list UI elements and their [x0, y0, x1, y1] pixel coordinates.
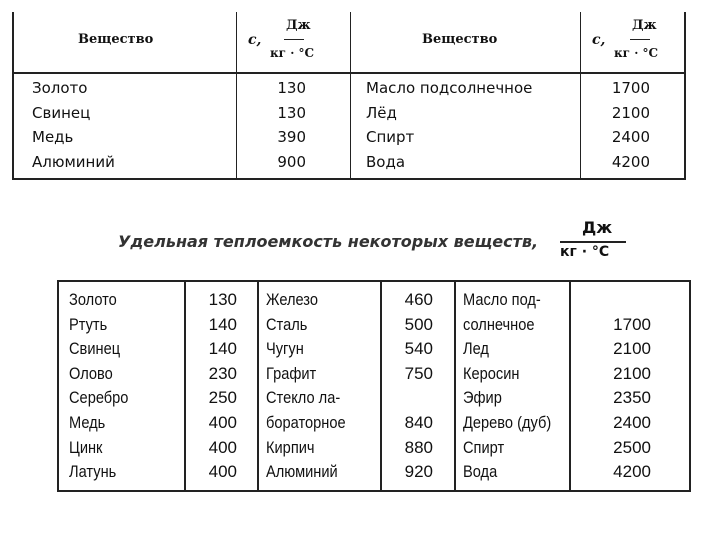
table-caption — [118, 218, 678, 272]
substance-name: Эфир — [463, 388, 502, 408]
heat-capacity-value: 140 — [208, 314, 237, 334]
heat-capacity-value: 880 — [404, 437, 433, 457]
substance-name: Керосин — [463, 363, 520, 383]
substance-name: Вода — [366, 152, 406, 171]
heat-capacity-value: 920 — [404, 462, 433, 482]
caption-unit-denominator: кг · °С — [560, 244, 610, 260]
heat-capacity-value: 130 — [208, 290, 237, 309]
substance-name: Вода — [463, 462, 498, 482]
heat-capacity-value: 840 — [404, 412, 433, 432]
substance-name: Стекло ла- — [266, 388, 341, 408]
names-column-3 — [463, 288, 567, 485]
heat-capacity-value: 130 — [277, 79, 306, 97]
column-divider — [350, 12, 351, 178]
heat-capacity-value: 2500 — [613, 437, 651, 457]
substance-name: Чугун — [266, 339, 304, 359]
heat-capacity-value — [603, 288, 651, 313]
header-substance-left: Вещество — [78, 32, 154, 47]
names-column-2 — [266, 288, 376, 485]
heat-capacity-value: 540 — [404, 339, 433, 359]
heat-capacity-value: 230 — [208, 363, 237, 383]
heat-capacity-value: 4200 — [613, 462, 651, 482]
column-divider — [236, 12, 237, 178]
substance-name: Алюминий — [32, 152, 115, 171]
header-fraction-bar-right — [630, 39, 650, 40]
heat-capacity-value: 4200 — [611, 152, 650, 171]
header-c-left: c, — [248, 32, 262, 48]
heat-capacity-value: 2400 — [611, 128, 650, 146]
column-divider — [184, 282, 186, 490]
header-unit-den-left: кг · °С — [270, 46, 315, 60]
heat-capacity-value: 460 — [404, 290, 433, 309]
substance-name: Железо — [266, 290, 318, 309]
heat-capacity-value: 130 — [277, 103, 306, 122]
heat-capacity-value: 2350 — [613, 388, 651, 408]
values-column-2 — [389, 288, 433, 485]
heat-capacity-value: 2100 — [613, 339, 651, 359]
heat-capacity-value: 2100 — [613, 363, 651, 383]
heat-capacity-value: 1700 — [611, 79, 650, 97]
header-c-right: c, — [592, 32, 606, 48]
substance-name: Цинк — [69, 437, 103, 457]
values-column-1 — [193, 288, 237, 485]
substance-name: Дерево (дуб) — [463, 412, 552, 432]
substance-name: Спирт — [366, 128, 415, 146]
caption-unit-numerator: Дж — [582, 218, 613, 237]
heat-capacity-value: 500 — [404, 314, 433, 334]
substance-name: Сталь — [266, 314, 308, 334]
caption-text: Удельная теплоемкость некоторых веществ, — [118, 232, 539, 251]
specific-heat-table-2 — [57, 280, 691, 492]
heat-capacity-value: 140 — [208, 339, 237, 359]
substance-name: Лёд — [366, 103, 397, 122]
header-unit-num-right: Дж — [632, 18, 657, 33]
header-substance-right: Вещество — [422, 32, 498, 47]
values-column-3 — [603, 288, 651, 485]
heat-capacity-value: 400 — [208, 412, 237, 432]
substance-name: Масло подсолнечное — [366, 79, 533, 97]
substance-name: Алюминий — [266, 462, 338, 482]
heat-capacity-value: 390 — [277, 128, 306, 146]
heat-capacity-value: 2100 — [611, 103, 650, 122]
substance-name: Медь — [69, 412, 106, 432]
substance-name: Латунь — [69, 462, 117, 482]
heat-capacity-value: 250 — [208, 388, 237, 408]
substance-name: Серебро — [69, 388, 129, 408]
substance-name: Медь — [32, 128, 74, 146]
heat-capacity-value — [389, 386, 433, 411]
column-divider — [380, 282, 382, 490]
column-divider — [580, 12, 581, 178]
substance-name: бораторное — [266, 412, 346, 432]
substance-name: Спирт — [463, 437, 505, 457]
substance-name: Золото — [32, 79, 88, 97]
header-fraction-bar-left — [284, 39, 304, 40]
column-divider — [257, 282, 259, 490]
substance-name: Свинец — [69, 339, 121, 359]
heat-capacity-value: 750 — [404, 363, 433, 383]
header-unit-num-left: Дж — [286, 18, 311, 33]
substance-name: Свинец — [32, 103, 91, 122]
column-divider — [569, 282, 571, 490]
substance-name: Масло под- — [463, 290, 541, 309]
heat-capacity-value: 1700 — [613, 314, 651, 334]
heat-capacity-value: 400 — [208, 462, 237, 482]
substance-name: Золото — [69, 290, 117, 309]
specific-heat-table-1 — [12, 12, 686, 180]
names-column-1 — [69, 288, 179, 485]
header-unit-den-right: кг · °С — [614, 46, 659, 60]
caption-fraction-bar — [560, 241, 626, 243]
substance-name: Графит — [266, 363, 317, 383]
column-divider — [454, 282, 456, 490]
substance-name: Лед — [463, 339, 489, 359]
table-header — [14, 12, 684, 74]
heat-capacity-value: 400 — [208, 437, 237, 457]
substance-name: Кирпич — [266, 437, 315, 457]
substance-name: солнечное — [463, 314, 535, 334]
heat-capacity-value: 2400 — [613, 412, 651, 432]
substance-name: Ртуть — [69, 314, 108, 334]
heat-capacity-value: 900 — [277, 152, 306, 171]
substance-name: Олово — [69, 363, 113, 383]
